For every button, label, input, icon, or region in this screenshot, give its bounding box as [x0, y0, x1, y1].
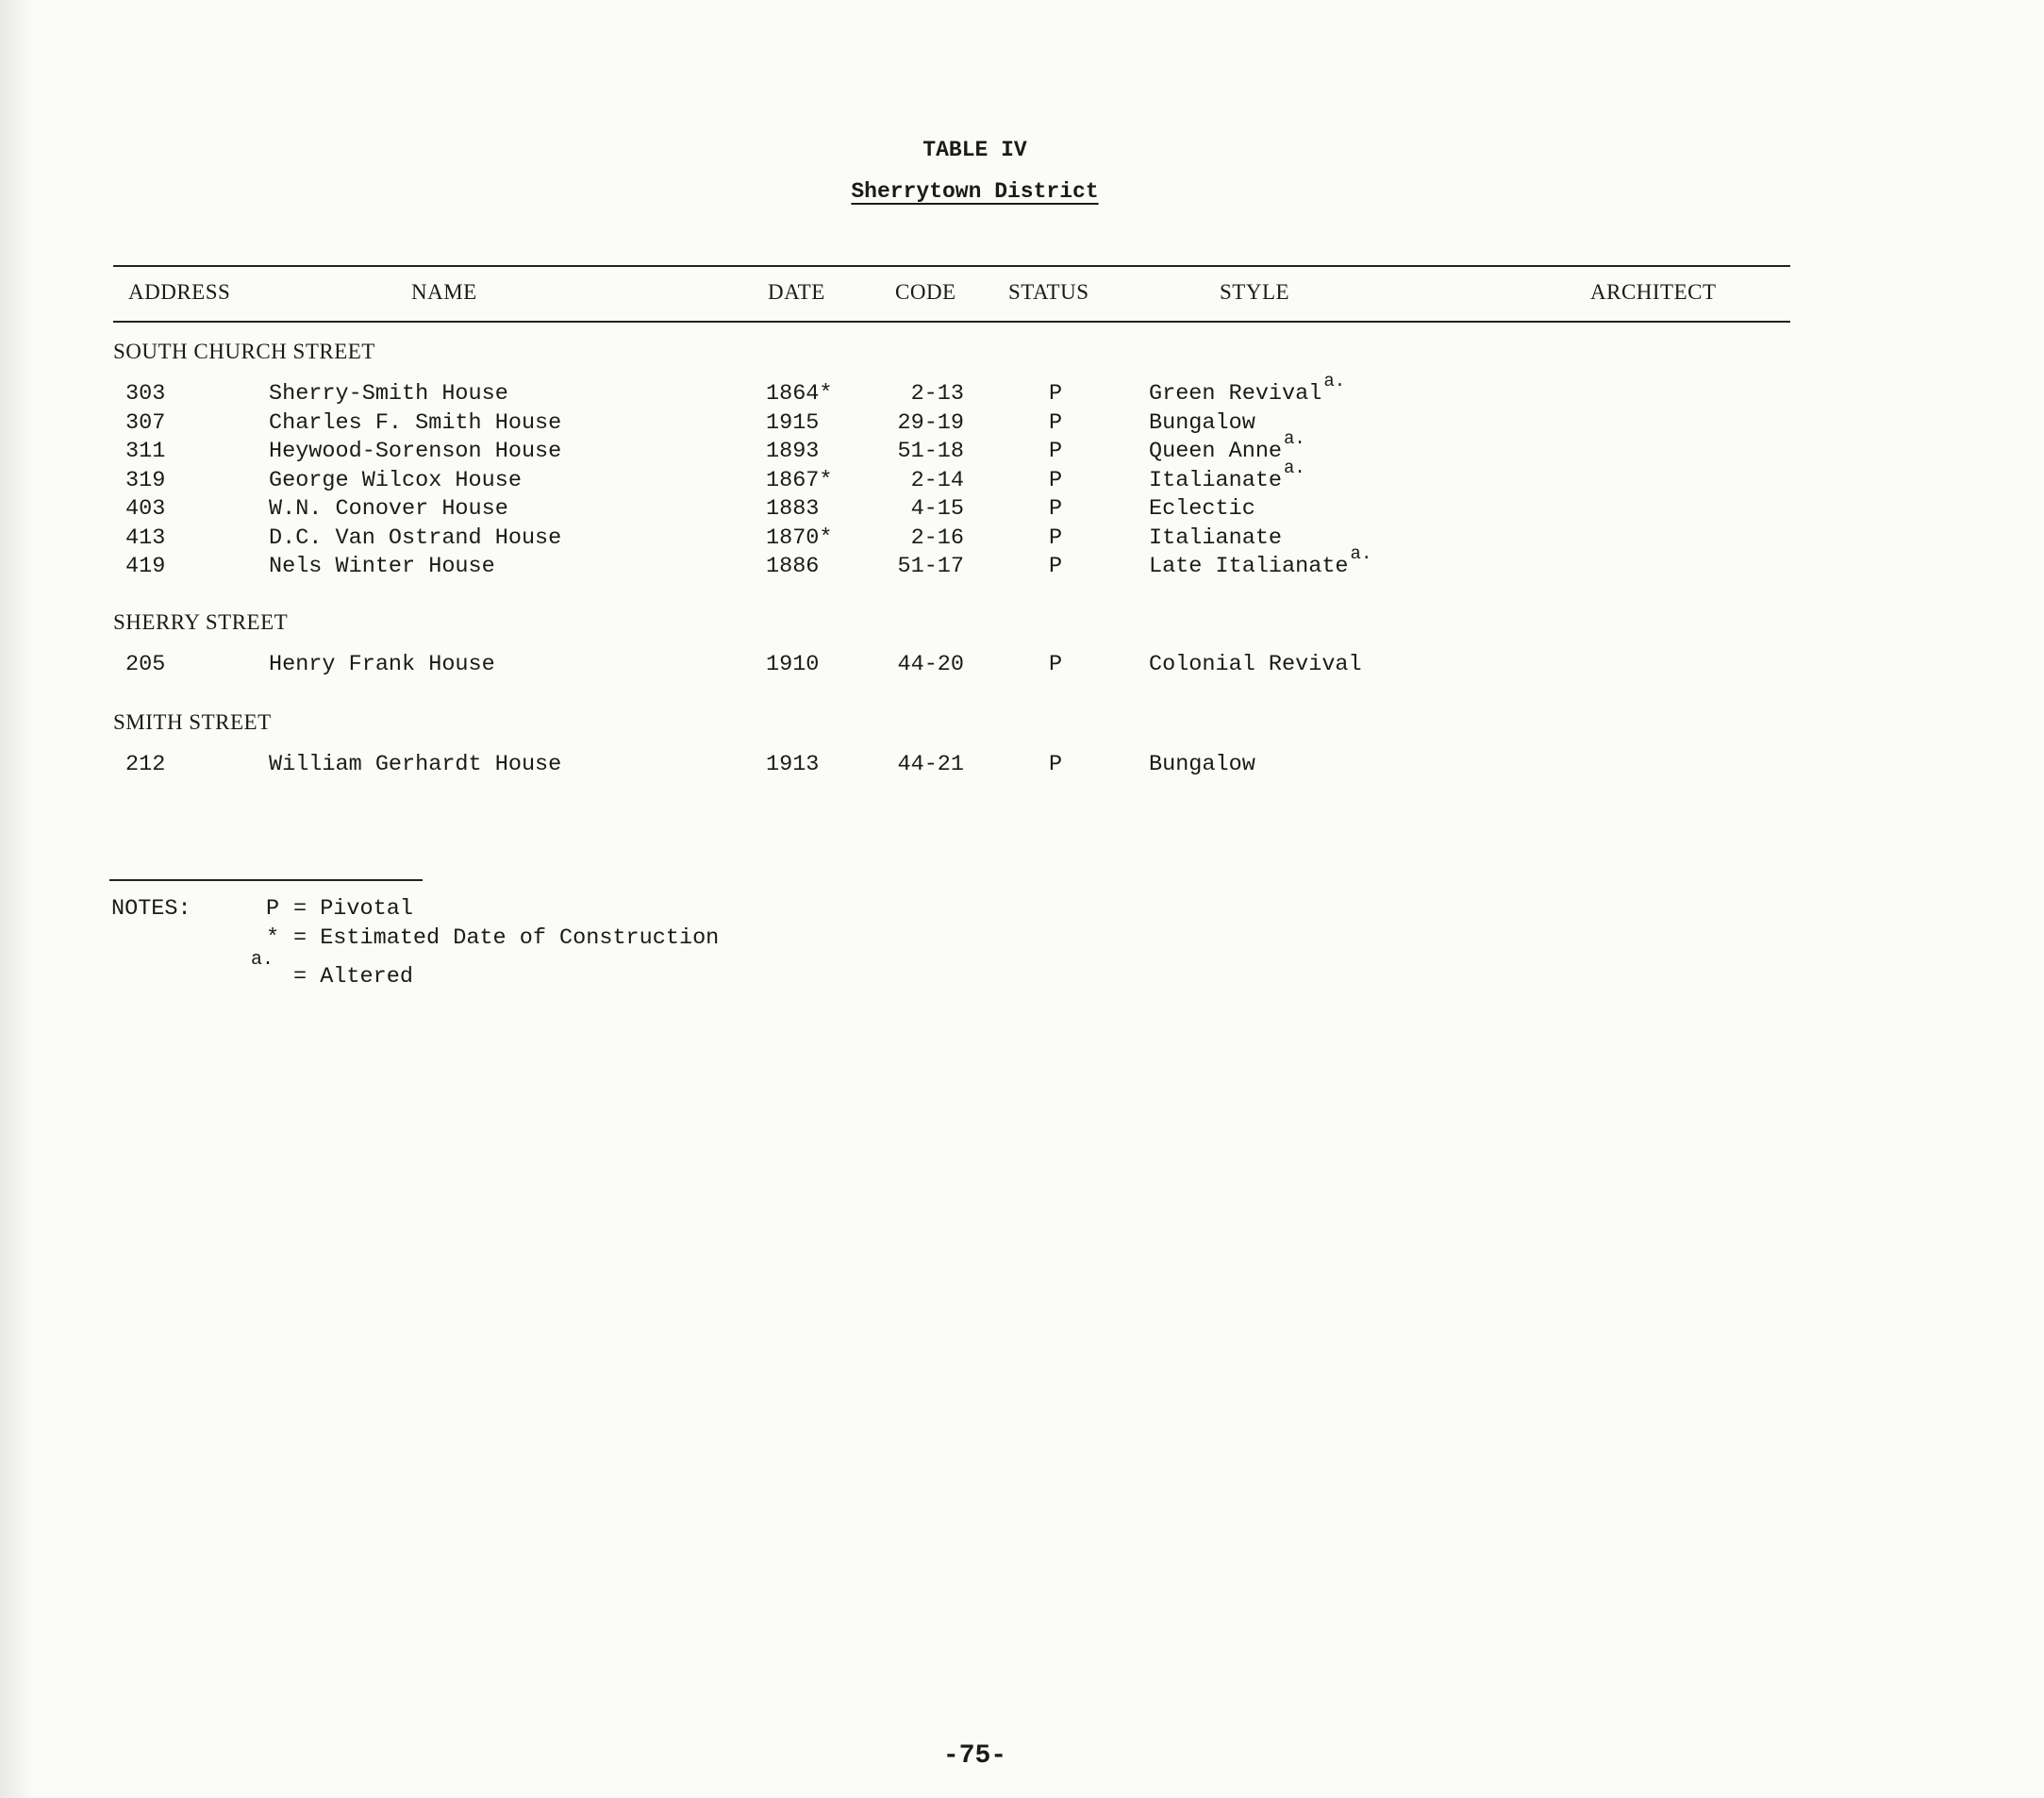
header-address: ADDRESS: [128, 280, 231, 304]
note-symbol: P: [266, 896, 280, 922]
date-cell: 1870*: [766, 524, 833, 551]
style-text: Green Revival: [1149, 381, 1322, 407]
code-cell: 44-20: [897, 652, 964, 677]
style-cell: [1149, 371, 1346, 407]
note-text: = Estimated Date of Construction: [293, 925, 720, 951]
note-symbol: a.: [251, 949, 274, 971]
date-cell: 1893: [766, 439, 820, 464]
status-cell: P: [1049, 554, 1063, 579]
date-cell: 1864*: [766, 381, 833, 407]
style-cell: [1149, 652, 1362, 677]
notes-label: NOTES:: [111, 896, 191, 922]
street-section-heading: SHERRY STREET: [113, 610, 289, 634]
style-text: Italianate: [1149, 467, 1283, 493]
name-cell: Heywood-Sorenson House: [269, 439, 562, 464]
style-text: Bungalow: [1149, 752, 1255, 777]
style-cell: [1149, 457, 1305, 493]
style-text: Eclectic: [1149, 496, 1255, 522]
date-cell: 1913: [766, 752, 820, 777]
header-style: STYLE: [1220, 280, 1290, 304]
page-edge: [0, 0, 34, 1798]
status-cell: P: [1049, 524, 1063, 551]
status-cell: P: [1049, 409, 1063, 436]
altered-mark: a.: [1284, 428, 1305, 449]
page-number: -75-: [942, 1741, 1007, 1771]
address-cell: 212: [125, 752, 166, 777]
altered-mark: a.: [1350, 543, 1372, 564]
altered-mark: a.: [1323, 371, 1346, 391]
header-name: NAME: [411, 280, 477, 304]
name-cell: W.N. Conover House: [269, 496, 508, 522]
style-text: Italianate: [1149, 524, 1283, 551]
name-cell: Henry Frank House: [269, 652, 495, 677]
style-text: Colonial Revival: [1149, 652, 1362, 677]
name-cell: Sherry-Smith House: [269, 381, 508, 407]
style-cell: [1149, 525, 1282, 551]
altered-mark: a.: [1284, 457, 1305, 478]
style-cell: [1149, 428, 1305, 464]
note-text: = Pivotal: [293, 896, 413, 922]
style-cell: [1149, 496, 1255, 522]
name-cell: Charles F. Smith House: [269, 409, 562, 436]
style-cell: [1149, 543, 1372, 579]
notes-rule: [109, 879, 423, 881]
style-cell: [1149, 410, 1255, 436]
note-symbol: *: [266, 925, 280, 951]
note-text: = Altered: [293, 964, 413, 990]
style-cell: [1149, 752, 1255, 777]
address-cell: 413: [125, 524, 166, 551]
street-section-heading: SOUTH CHURCH STREET: [113, 340, 375, 363]
header-status: STATUS: [1008, 280, 1089, 304]
status-cell: P: [1049, 496, 1063, 522]
name-cell: D.C. Van Ostrand House: [269, 524, 562, 551]
code-cell: 2-16: [910, 524, 964, 551]
table-header-rule: [113, 321, 1790, 323]
code-cell: 29-19: [897, 409, 964, 436]
date-cell: 1915: [766, 409, 820, 436]
name-cell: William Gerhardt House: [269, 752, 562, 777]
code-cell: 2-13: [910, 381, 964, 407]
header-architect: ARCHITECT: [1590, 280, 1717, 304]
name-cell: Nels Winter House: [269, 554, 495, 579]
date-cell: 1867*: [766, 467, 833, 493]
code-cell: 4-15: [910, 496, 964, 522]
status-cell: P: [1049, 752, 1063, 777]
code-cell: 2-14: [910, 467, 964, 493]
status-cell: P: [1049, 467, 1063, 493]
table-subtitle: [0, 179, 1950, 204]
table-subtitle-text: Sherrytown District: [851, 179, 1099, 204]
date-cell: 1910: [766, 652, 820, 677]
style-text: Bungalow: [1149, 409, 1255, 436]
code-cell: 51-17: [897, 554, 964, 579]
header-date: DATE: [768, 280, 825, 304]
address-cell: 319: [125, 467, 166, 493]
header-code: CODE: [895, 280, 956, 304]
code-cell: 51-18: [897, 439, 964, 464]
date-cell: 1886: [766, 554, 820, 579]
table-title: TABLE IV: [922, 138, 1027, 162]
table-top-rule: [113, 265, 1790, 267]
name-cell: George Wilcox House: [269, 467, 522, 493]
street-section-heading: SMITH STREET: [113, 710, 272, 734]
style-text: Queen Anne: [1149, 439, 1283, 464]
code-cell: 44-21: [897, 752, 964, 777]
address-cell: 307: [125, 409, 166, 436]
status-cell: P: [1049, 381, 1063, 407]
address-cell: 205: [125, 652, 166, 677]
status-cell: P: [1049, 439, 1063, 464]
status-cell: P: [1049, 652, 1063, 677]
address-cell: 303: [125, 381, 166, 407]
address-cell: 419: [125, 554, 166, 579]
address-cell: 403: [125, 496, 166, 522]
address-cell: 311: [125, 439, 166, 464]
date-cell: 1883: [766, 496, 820, 522]
style-text: Late Italianate: [1149, 554, 1349, 579]
